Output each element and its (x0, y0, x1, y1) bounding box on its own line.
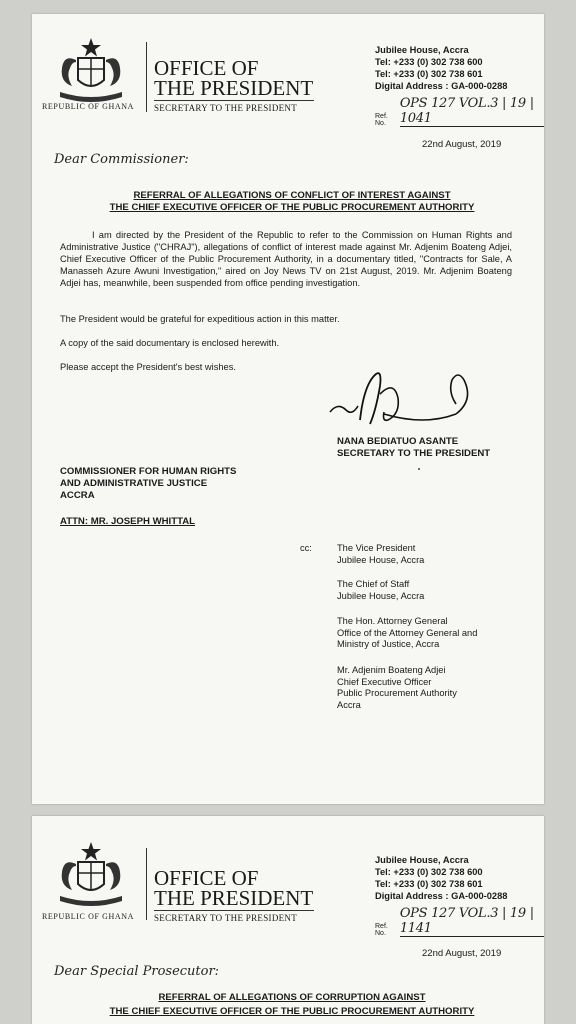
signatory-title: SECRETARY TO THE PRESIDENT (337, 448, 491, 459)
subject-line-1: REFERRAL OF ALLEGATIONS OF CORRUPTION AGAINST (158, 992, 426, 1003)
salutation: Dear Commissioner: (54, 152, 189, 167)
contact-digital-address: Digital Address : GA-000-0288 (375, 891, 508, 901)
body-paragraph-3: A copy of the said documentary is enclosed herewith. (60, 338, 280, 348)
cc-line: Accra (337, 699, 361, 710)
addressee-line-1: COMMISSIONER FOR HUMAN RIGHTS (60, 466, 237, 477)
addressee-line-3: ACCRA (60, 490, 95, 501)
cc-line: The Chief of Staff (337, 579, 410, 589)
ref-label: Ref. No. (375, 923, 388, 937)
ref-value: OPS 127 VOL.3 | 19 | 1141 (400, 906, 544, 937)
cc-recipient-1 (337, 543, 424, 566)
ref-value: OPS 127 VOL.3 | 19 | 1041 (400, 96, 544, 127)
cc-line: Ministry of Justice, Accra (337, 639, 440, 649)
header-rule (154, 100, 314, 101)
cc-line: Mr. Adjenim Boateng Adjei (337, 665, 446, 675)
attention-line: ATTN: MR. JOSEPH WHITTAL (60, 516, 196, 527)
letter-page-1 (32, 14, 544, 804)
cc-recipient-2 (337, 579, 424, 602)
contact-tel-2: Tel: +233 (0) 302 738 601 (375, 879, 483, 889)
header-divider (146, 42, 147, 112)
cc-line: The Hon. Attorney General (337, 616, 448, 626)
salutation: Dear Special Prosecutor: (54, 964, 220, 979)
subject-line-2: THE CHIEF EXECUTIVE OFFICER OF THE PUBLIC PROCUREMENT AUTHORITY (109, 202, 475, 213)
body-paragraph-4: Please accept the President's best wishes. (60, 362, 236, 372)
reference-number (375, 906, 544, 937)
subject-line-2: THE CHIEF EXECUTIVE OFFICER OF THE PUBLIC PROCUREMENT AUTHORITY (109, 1006, 475, 1017)
reference-number (375, 96, 544, 127)
ghana-coat-of-arms-icon (52, 840, 130, 910)
cc-label: cc: (300, 543, 312, 553)
cc-line: Office of the Attorney General and (337, 627, 478, 638)
addressee-line-2: AND ADMINISTRATIVE JUSTICE (60, 478, 208, 489)
letter-date: 22nd August, 2019 (422, 948, 502, 959)
office-title-line1: OFFICE OF (154, 866, 259, 890)
letter-date: 22nd August, 2019 (422, 139, 502, 150)
republic-label: REPUBLIC OF GHANA (42, 102, 134, 111)
republic-label: REPUBLIC OF GHANA (42, 912, 134, 921)
handwritten-signature (324, 364, 484, 444)
letter-page-2 (32, 816, 544, 1024)
body-paragraph-1: I am directed by the President of the Republic to refer to the Commission on Human Rights and Administrative Justice ("CHRAJ"), allegations of conflict of interest made against Mr. Adjenim Boateng Adjei, Chief Executive Officer of the Public Procurement Authority, in a documentary titled, "Contracts for Sale, A Manasseh Azure Awuni Investigation," aired on Joy News TV on 21st August, 2019. Mr. Adjenim Boateng Adjei has, meanwhile, been suspended from office pending investigation. (60, 230, 512, 288)
cc-recipient-4 (337, 665, 457, 711)
secretary-subtitle: SECRETARY TO THE PRESIDENT (154, 913, 298, 923)
contact-tel-1: Tel: +233 (0) 302 738 600 (375, 57, 483, 67)
addressee-block (60, 466, 236, 502)
contact-address: Jubilee House, Accra (375, 45, 469, 55)
ghana-coat-of-arms-icon (52, 36, 130, 106)
office-title-line1: OFFICE OF (154, 56, 259, 80)
contact-tel-2: Tel: +233 (0) 302 738 601 (375, 69, 483, 79)
body-paragraph-2: The President would be grateful for expeditious action in this matter. (60, 314, 340, 324)
contact-address: Jubilee House, Accra (375, 855, 469, 865)
cc-line: The Vice President (337, 543, 416, 553)
header-divider (146, 848, 147, 920)
signatory-name: NANA BEDIATUO ASANTE (337, 436, 459, 447)
cc-recipient-3 (337, 616, 477, 651)
contact-block (375, 854, 507, 902)
contact-tel-1: Tel: +233 (0) 302 738 600 (375, 867, 483, 877)
ref-label: Ref. No. (375, 113, 388, 127)
header-rule (154, 910, 314, 911)
office-title-line2: THE PRESIDENT (154, 76, 314, 100)
subject-line-1: REFERRAL OF ALLEGATIONS OF CONFLICT OF INTEREST AGAINST (133, 190, 451, 201)
cc-line: Chief Executive Officer (337, 676, 432, 687)
cc-line: Jubilee House, Accra (337, 590, 425, 601)
secretary-subtitle: SECRETARY TO THE PRESIDENT (154, 103, 298, 113)
contact-digital-address: Digital Address : GA-000-0288 (375, 81, 508, 91)
cc-line: Jubilee House, Accra (337, 554, 425, 565)
decorative-dot (418, 468, 420, 470)
cc-line: Public Procurement Authority (337, 688, 457, 698)
office-title-line2: THE PRESIDENT (154, 886, 314, 910)
contact-block (375, 44, 507, 92)
